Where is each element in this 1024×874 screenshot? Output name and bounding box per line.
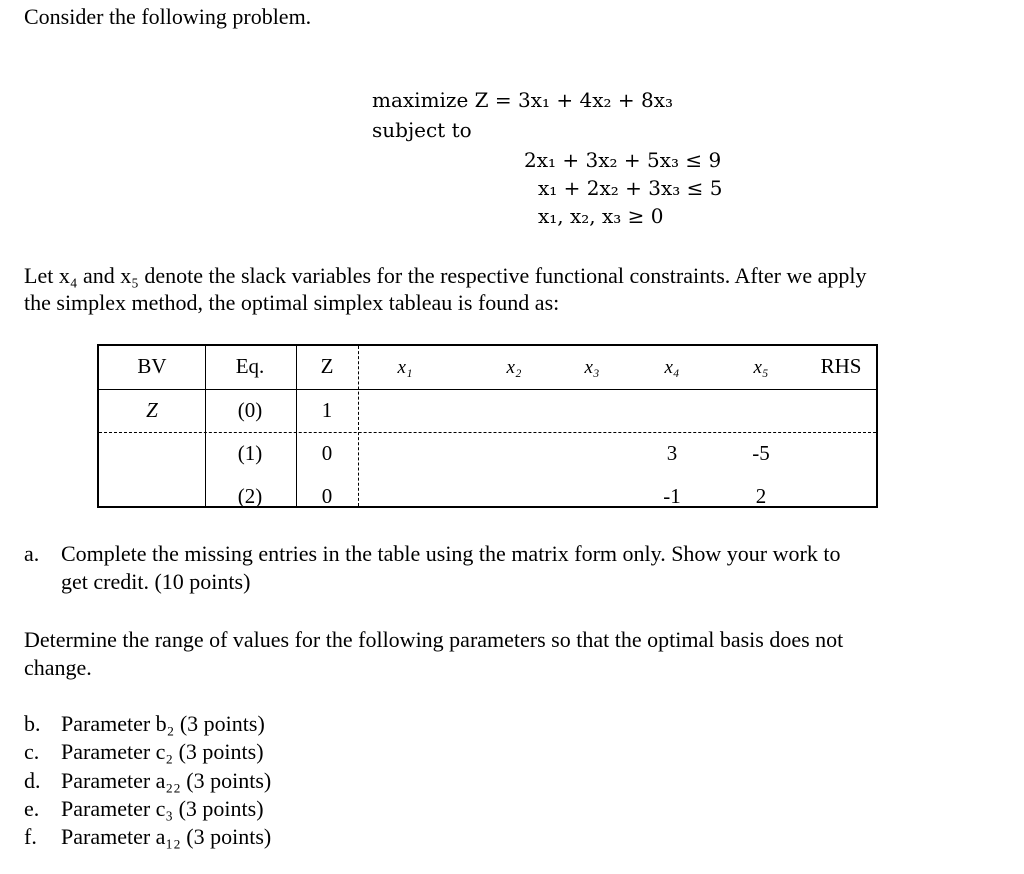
question-a-line-2: get credit. (10 points) xyxy=(61,569,251,594)
question-letter: b. xyxy=(24,711,41,736)
question-text: Parameter c₂ (3 points) xyxy=(61,739,264,764)
constraint-2: x₁ + 2x₂ + 3x₃ ≤ 5 xyxy=(538,176,723,200)
range-intro-line-1: Determine the range of values for the following parameters so that the optimal basis does not xyxy=(24,627,844,652)
paragraph-line-2: the simplex method, the optimal simplex tableau is found as: xyxy=(24,290,560,315)
question-letter: c. xyxy=(24,739,40,764)
header-x3: x₃ xyxy=(584,357,600,378)
header-eq: Eq. xyxy=(235,354,265,378)
row1-eq: (1) xyxy=(237,441,263,465)
question-text: Parameter c₃ (3 points) xyxy=(61,796,264,821)
paragraph-line-1: Let x₄ and x₅ denote the slack variables for the respective functional constraints. After we apply xyxy=(24,263,867,288)
question-text: Parameter a₁₂ (3 points) xyxy=(61,824,272,849)
header-x4: x₄ xyxy=(664,357,680,378)
row1-x4: 3 xyxy=(666,441,678,465)
objective-function: maximize Z = 3x₁ + 4x₂ + 8x₃ xyxy=(372,88,674,112)
row2-x4: -1 xyxy=(663,484,681,508)
question-d xyxy=(24,770,271,792)
question-f xyxy=(24,826,271,848)
constraint-1: 2x₁ + 3x₂ + 5x₃ ≤ 9 xyxy=(524,148,722,172)
question-letter: f. xyxy=(24,824,37,849)
header-rhs: RHS xyxy=(820,354,862,378)
row1-z: 0 xyxy=(321,441,333,465)
header-x2: x₂ xyxy=(506,357,522,378)
header-x1: x₁ xyxy=(397,357,413,378)
header-z: Z xyxy=(320,354,334,378)
subject-to-label: subject to xyxy=(372,118,472,142)
intro-text: Consider the following problem. xyxy=(24,4,312,29)
question-a-line-1: Complete the missing entries in the table using the matrix form only. Show your work to xyxy=(61,541,841,566)
row0-z: 1 xyxy=(321,398,333,422)
question-letter: d. xyxy=(24,768,41,793)
row2-z: 0 xyxy=(321,484,333,508)
question-text: Parameter b₂ (3 points) xyxy=(61,711,265,736)
header-bv: BV xyxy=(137,354,167,378)
row2-eq: (2) xyxy=(237,484,263,508)
header-x5: x₅ xyxy=(753,357,769,378)
question-b xyxy=(24,713,265,735)
row0-bv: Z xyxy=(146,398,158,422)
row1-x5: -5 xyxy=(752,441,770,465)
question-a-letter: a. xyxy=(24,541,40,566)
simplex-tableau xyxy=(97,344,878,508)
row0-eq: (0) xyxy=(237,398,263,422)
question-c xyxy=(24,741,264,763)
range-intro-line-2: change. xyxy=(24,655,92,680)
nonnegativity-constraint: x₁, x₂, x₃ ≥ 0 xyxy=(538,204,664,228)
question-e xyxy=(24,798,264,820)
row2-x5: 2 xyxy=(755,484,767,508)
question-text: Parameter a₂₂ (3 points) xyxy=(61,768,272,793)
question-letter: e. xyxy=(24,796,40,821)
